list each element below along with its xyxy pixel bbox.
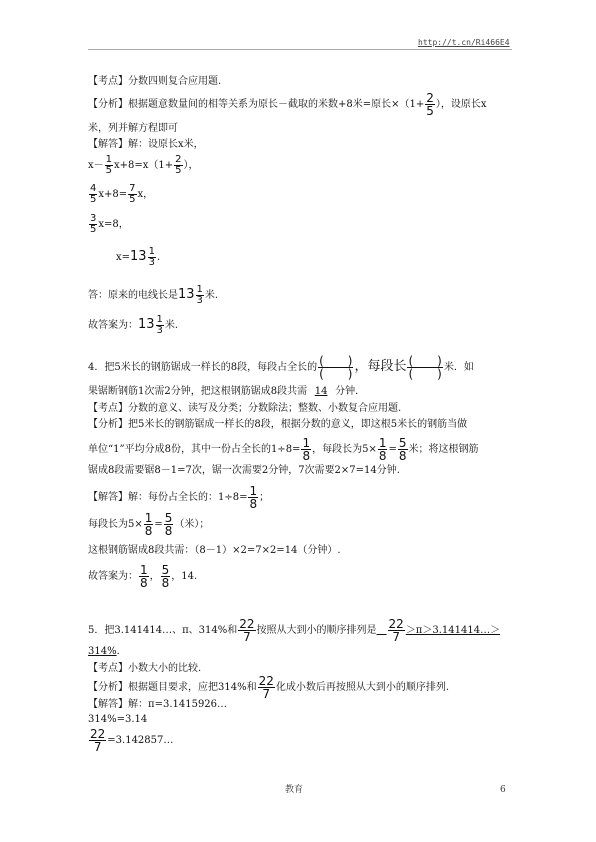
fraction: $\frac{2}{5}$ bbox=[175, 154, 182, 176]
header-url[interactable]: http://t.cn/Ri466E4 bbox=[418, 38, 510, 47]
q5-kaodian: 【考点】小数大小的比较. bbox=[88, 663, 202, 674]
page-number: 6 bbox=[500, 785, 506, 795]
blank-fraction: $\frac{( )}{( )}$ bbox=[319, 354, 353, 381]
answer-blank: $\frac{22}{7}$ ＞π＞3.141414…＞ bbox=[388, 617, 501, 644]
q5-jieda-2: 314%=3.14 bbox=[88, 714, 148, 725]
q3-kaodian: 【考点】分数四则复合应用题. bbox=[88, 76, 222, 87]
fraction: $\frac{1}{8}$ bbox=[140, 563, 148, 590]
fraction: $\frac{1}{3}$ bbox=[196, 284, 203, 306]
fraction: $\frac{7}{5}$ bbox=[129, 183, 136, 205]
fraction: $\frac{1}{8}$ bbox=[302, 436, 311, 463]
footer-label: 教育 bbox=[285, 785, 304, 795]
q3-eq3: $\frac{3}{5}$ x=8， bbox=[90, 213, 129, 235]
fraction: $\frac{5}{8}$ bbox=[164, 511, 173, 538]
q5-jieda-1: 【解答】解：π=3.1415926… bbox=[88, 699, 228, 710]
q4-final: 故答案为： $\frac{1}{8}$ ， $\frac{5}{8}$ ，14. bbox=[88, 563, 198, 590]
q4-stem: 4．把5米长的钢筋锯成一样长的8段，每段占全长的 $\frac{( )}{( )}$ ，每段长 $\frac{( )}{( )}$ 米．如 bbox=[88, 354, 474, 381]
fraction: $\frac{5}{8}$ bbox=[398, 436, 407, 463]
fraction: $\frac{22}{7}$ bbox=[388, 617, 404, 644]
q4-fenxi-3: 锯成8段需要锯8－1=7次，锯一次需要2分钟，7次需要2×7=14分钟. bbox=[88, 465, 400, 476]
fraction: $\frac{1}{3}$ bbox=[156, 314, 163, 336]
fraction: $\frac{2}{5}$ bbox=[426, 91, 434, 118]
blank-fraction: $\frac{( )}{( )}$ bbox=[408, 354, 442, 381]
q4-fenxi-1: 【分析】把5米长的钢筋锯成一样长的8段，根据分数的意义，即这根5米长的钢筋当做 bbox=[88, 419, 468, 430]
fraction: $\frac{5}{8}$ bbox=[161, 563, 170, 590]
q3-fenxi: 【分析】根据题意数量间的相等关系为原长－截取的米数+8米=原长×（1+ $\frac{2}{5}$ ），设原长x bbox=[88, 91, 487, 118]
q3-fenxi-cont: 米，列并解方程即可 bbox=[88, 123, 178, 134]
q3-eq4: x=13 $\frac{1}{3}$ . bbox=[116, 246, 161, 268]
q3-answer: 答：原来的电线长是13 $\frac{1}{3}$ 米. bbox=[88, 284, 219, 306]
q4-kaodian: 【考点】分数的意义、读写及分类；分数除法；整数、小数复合应用题. bbox=[88, 403, 402, 414]
fraction: $\frac{1}{8}$ bbox=[144, 511, 153, 538]
q4-stem-cont: 果锯断钢筋1次需2分钟，把这根钢筋锯成8段共需 14 分钟． bbox=[88, 386, 366, 397]
q4-jieda-2: 每段长为5× $\frac{1}{8}$ = $\frac{5}{8}$ （米）； bbox=[88, 511, 210, 538]
header-rule bbox=[88, 49, 512, 50]
fraction: $\frac{22}{7}$ bbox=[239, 617, 255, 644]
q5-fenxi: 【分析】根据题目要求，应把314%和 $\frac{22}{7}$ 化成小数后再按照从大到小的顺序排列. bbox=[88, 674, 450, 701]
q3-eq1: x－ $\frac{1}{5}$ x+8=x（1+ $\frac{2}{5}$ ）， bbox=[88, 154, 199, 176]
fraction: $\frac{1}{8}$ bbox=[249, 484, 258, 511]
answer-blank: 14 bbox=[314, 386, 328, 397]
q3-jieda: 【解答】解：设原长x米， bbox=[88, 139, 204, 150]
q4-jieda-1: 【解答】解：每份占全长的：1÷8= $\frac{1}{8}$ ； bbox=[88, 484, 270, 511]
q4-fenxi-2: 单位“1”平均分成8份，其中一份占全长的1÷8= $\frac{1}{8}$ ，每段长为5× $\frac{1}{8}$ = $\frac{5}{8}$ 米；将这根钢筋 bbox=[88, 436, 479, 463]
fraction: $\frac{1}{5}$ bbox=[105, 154, 113, 176]
fraction: $\frac{3}{5}$ bbox=[90, 213, 97, 235]
q3-eq2: $\frac{4}{5}$ x+8= $\frac{7}{5}$ x， bbox=[90, 183, 154, 205]
fraction: $\frac{1}{3}$ bbox=[148, 246, 155, 268]
fraction: $\frac{4}{5}$ bbox=[90, 183, 97, 205]
q4-jieda-3: 这根钢筋锯成8段共需：（8－1）×2=7×2=14（分钟）. bbox=[88, 545, 341, 556]
q5-stem: 5．把3.141414…、π、314%和 $\frac{22}{7}$ 按照从大到小的顺序排列是 $\frac{22}{7}$ ＞π＞3.141414…＞ bbox=[88, 617, 501, 644]
q5-stem-cont: 314%． bbox=[88, 646, 127, 657]
fraction: $\frac{22}{7}$ bbox=[90, 727, 106, 754]
fraction: $\frac{1}{8}$ bbox=[378, 436, 387, 463]
q5-jieda-3: $\frac{22}{7}$ =3.142857… bbox=[90, 727, 174, 754]
fraction: $\frac{22}{7}$ bbox=[258, 674, 274, 701]
q3-final: 故答案为：13 $\frac{1}{3}$ 米. bbox=[88, 314, 179, 336]
